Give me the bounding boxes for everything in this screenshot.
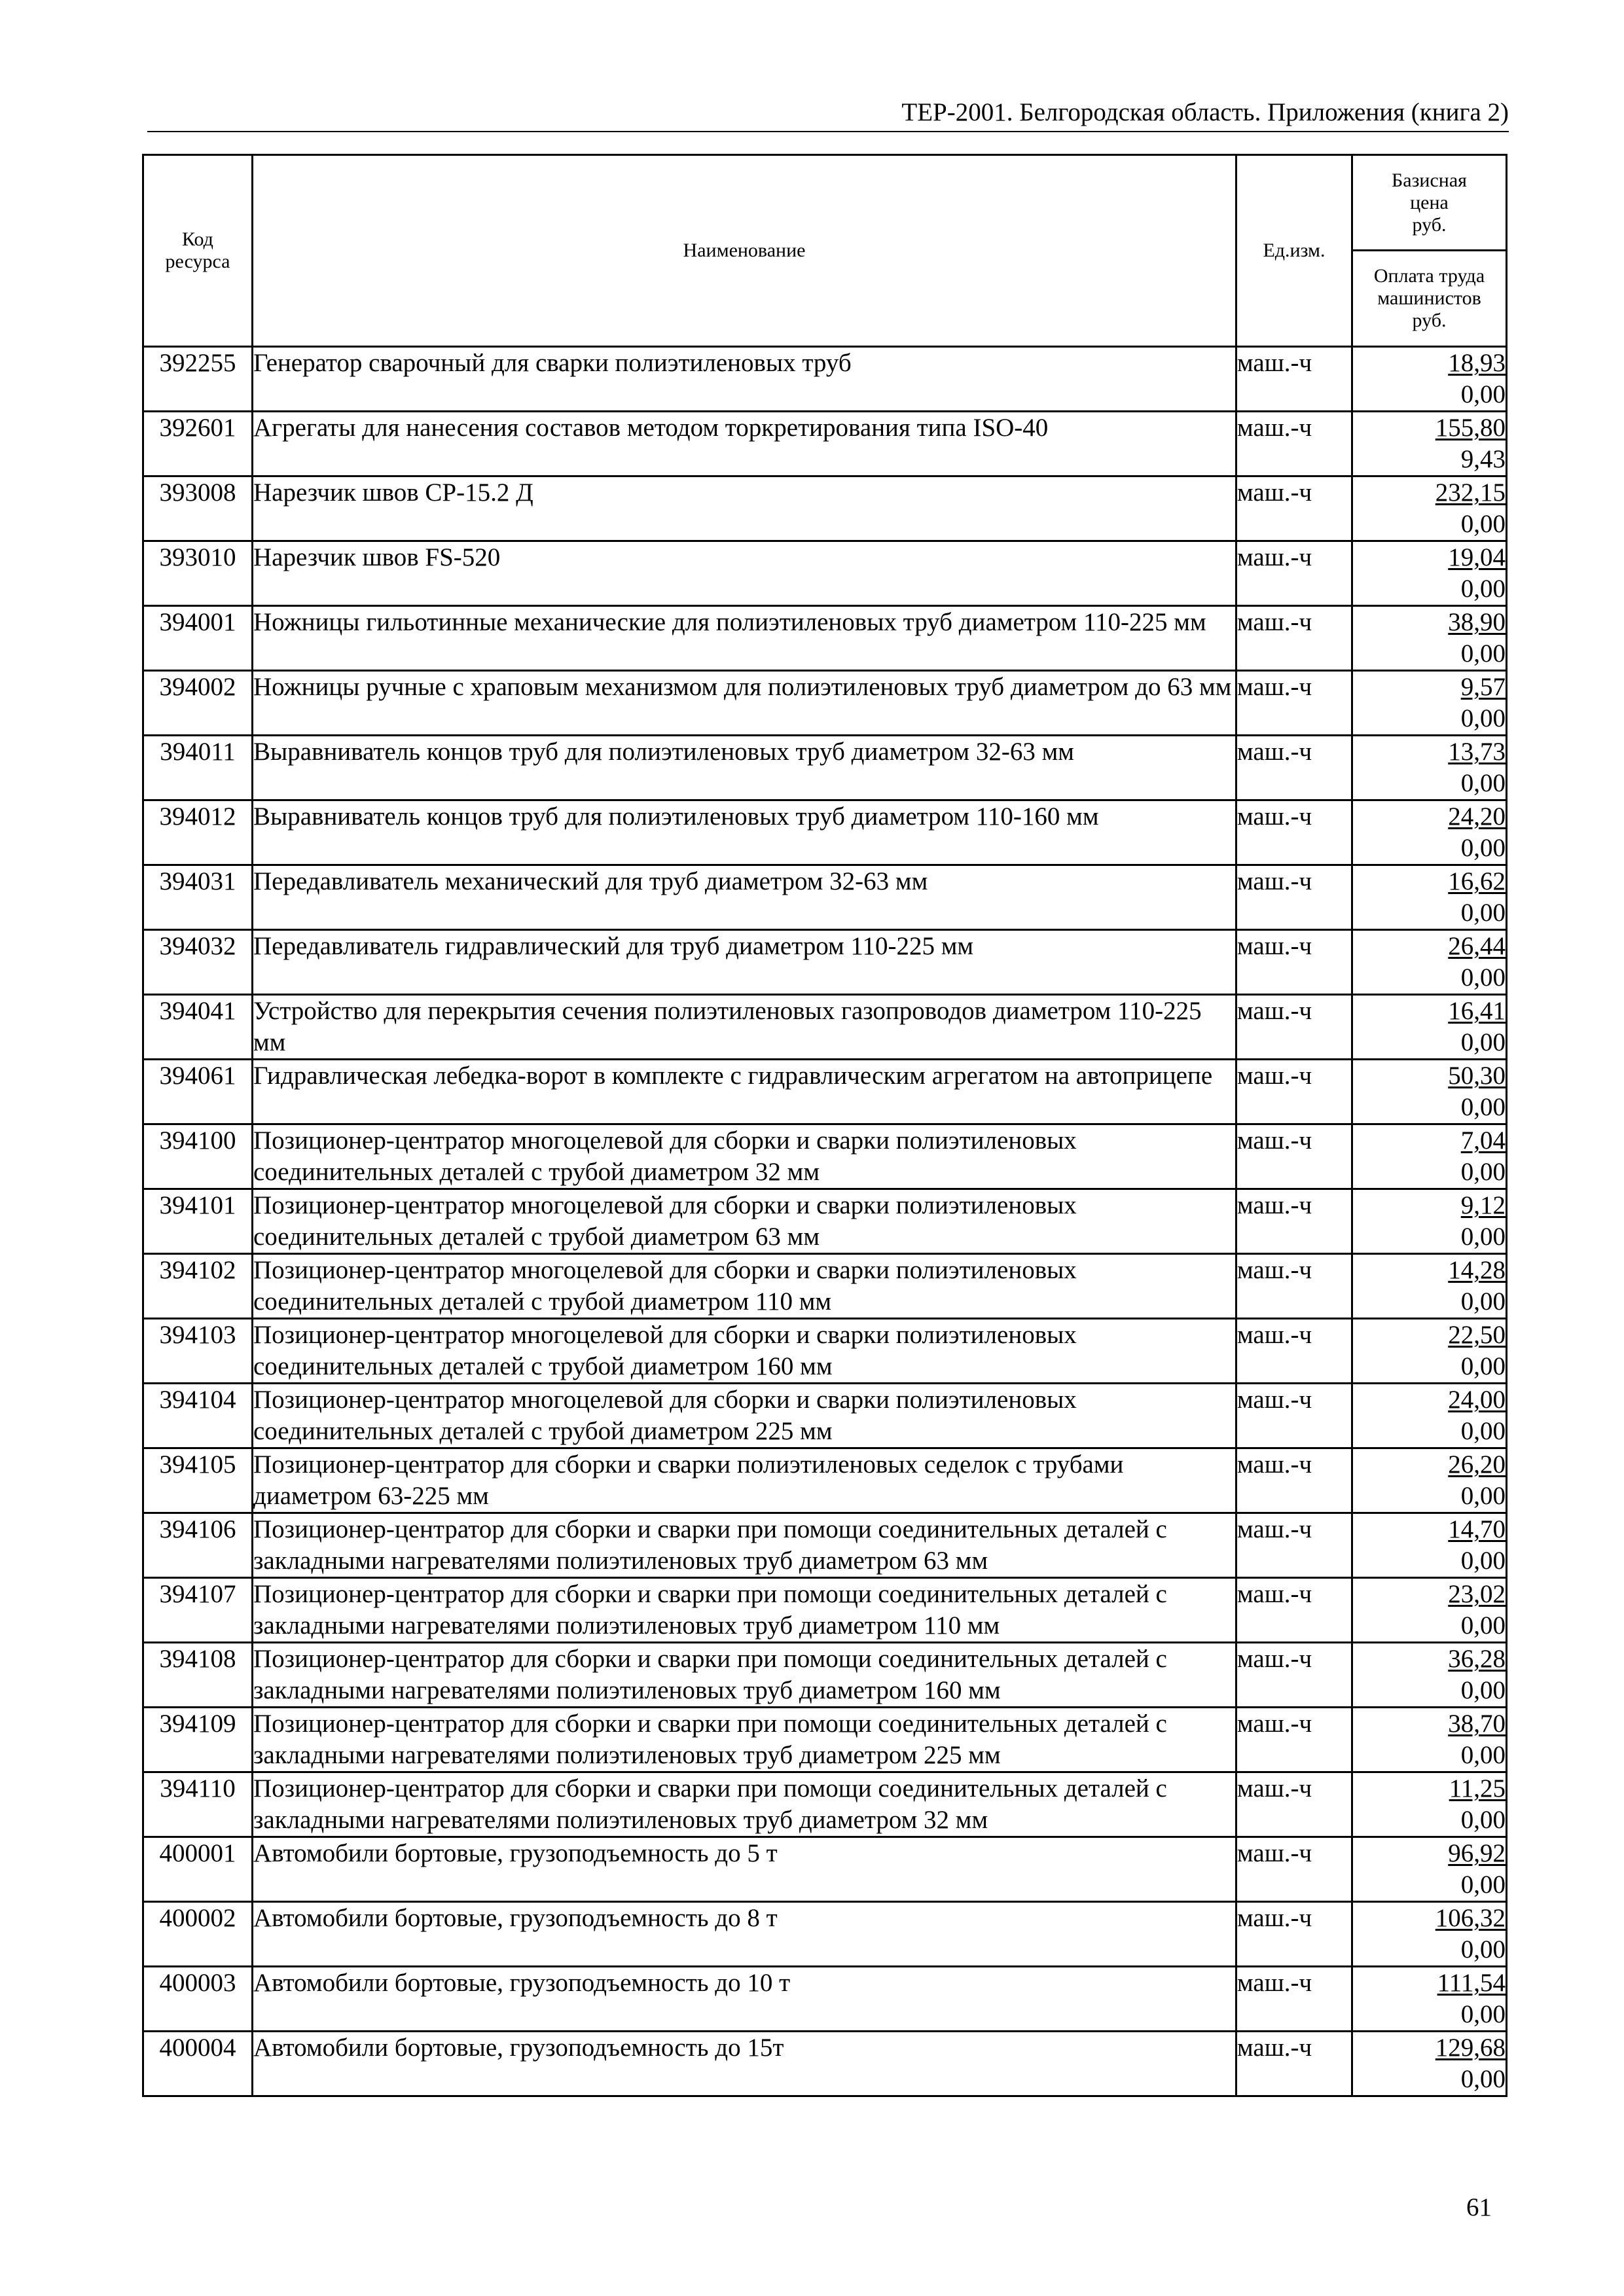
resource-name: Автомобили бортовые, грузоподъемность до 15т [253, 2032, 1236, 2096]
operator-wage: 0,00 [1460, 1871, 1506, 1899]
operator-wage: 0,00 [1460, 1611, 1506, 1640]
header-price: Базисная цена руб. [1352, 155, 1507, 251]
base-price: 22,50 [1448, 1321, 1506, 1349]
table-row [143, 1124, 1507, 1189]
table-row [143, 671, 1507, 736]
price-cell [1352, 1254, 1507, 1319]
resource-code: 394106 [143, 1513, 253, 1578]
resource-name: Позиционер-центратор многоцелевой для сборки и сварки полиэтиленовых соединительных деталей с трубой диаметром 160 мм [253, 1319, 1236, 1384]
operator-wage: 0,00 [1460, 899, 1506, 927]
price-cell [1352, 541, 1507, 606]
resource-code: 400002 [143, 1902, 253, 1967]
resource-unit: маш.-ч [1236, 1189, 1352, 1254]
resource-code: 394031 [143, 865, 253, 930]
operator-wage: 0,00 [1460, 834, 1506, 862]
resource-unit: маш.-ч [1236, 736, 1352, 800]
table-row [143, 476, 1507, 541]
resource-code: 394102 [143, 1254, 253, 1319]
table-row [143, 1643, 1507, 1708]
base-price: 13,73 [1448, 738, 1506, 766]
resource-unit: маш.-ч [1236, 1902, 1352, 1967]
resource-name: Позиционер-центратор для сборки и сварки при помощи соединительных деталей с закладными нагревателями полиэтиленовых труб диаметром 225 мм [253, 1708, 1236, 1772]
resource-table [142, 154, 1507, 2097]
price-cell [1352, 2032, 1507, 2096]
resource-name: Позиционер-центратор для сборки и сварки полиэтиленовых седелок с трубами диаметром 63-225 мм [253, 1448, 1236, 1513]
resource-name: Позиционер-центратор многоцелевой для сборки и сварки полиэтиленовых соединительных деталей с трубой диаметром 32 мм [253, 1124, 1236, 1189]
operator-wage: 0,00 [1460, 575, 1506, 603]
base-price: 9,12 [1460, 1191, 1506, 1219]
resource-code: 394002 [143, 671, 253, 736]
table-row [143, 736, 1507, 800]
page-number: 61 [1466, 2193, 1492, 2221]
resource-code: 394061 [143, 1060, 253, 1124]
resource-unit: маш.-ч [1236, 1124, 1352, 1189]
resource-unit: маш.-ч [1236, 2032, 1352, 2096]
resource-unit: маш.-ч [1236, 865, 1352, 930]
resource-unit: маш.-ч [1236, 1254, 1352, 1319]
resource-name: Автомобили бортовые, грузоподъемность до 10 т [253, 1967, 1236, 2032]
table-row [143, 1708, 1507, 1772]
resource-unit: маш.-ч [1236, 1837, 1352, 1902]
resource-name: Ножницы ручные с храповым механизмом для полиэтиленовых труб диаметром до 63 мм [253, 671, 1236, 736]
table-row [143, 1319, 1507, 1384]
table-row [143, 1060, 1507, 1124]
table-row [143, 1837, 1507, 1902]
base-price: 16,62 [1448, 867, 1506, 895]
table-row [143, 2032, 1507, 2096]
running-header [147, 98, 1509, 132]
base-price: 96,92 [1448, 1839, 1506, 1867]
base-price: 111,54 [1437, 1969, 1506, 1997]
price-cell [1352, 1708, 1507, 1772]
resource-unit: маш.-ч [1236, 412, 1352, 476]
header-name: Наименование [253, 155, 1236, 347]
resource-unit: маш.-ч [1236, 1319, 1352, 1384]
operator-wage: 0,00 [1460, 1806, 1506, 1834]
table-row [143, 1189, 1507, 1254]
price-cell [1352, 1448, 1507, 1513]
operator-wage: 0,00 [1460, 1352, 1506, 1380]
resource-name: Автомобили бортовые, грузоподъемность до 5 т [253, 1837, 1236, 1902]
resource-name: Позиционер-центратор для сборки и сварки при помощи соединительных деталей с закладными нагревателями полиэтиленовых труб диаметром 110 мм [253, 1578, 1236, 1643]
resource-unit: маш.-ч [1236, 541, 1352, 606]
operator-wage: 0,00 [1460, 1158, 1506, 1186]
resource-unit: маш.-ч [1236, 476, 1352, 541]
operator-wage: 0,00 [1460, 963, 1506, 992]
resource-code: 400004 [143, 2032, 253, 2096]
resource-name: Позиционер-центратор для сборки и сварки при помощи соединительных деталей с закладными нагревателями полиэтиленовых труб диаметром 32 мм [253, 1772, 1236, 1837]
price-cell [1352, 606, 1507, 671]
operator-wage: 0,00 [1460, 1547, 1506, 1575]
operator-wage: 0,00 [1460, 1287, 1506, 1316]
price-cell [1352, 995, 1507, 1060]
resource-name: Передавливатель механический для труб диаметром 32-63 мм [253, 865, 1236, 930]
price-cell [1352, 736, 1507, 800]
base-price: 129,68 [1435, 2034, 1506, 2062]
price-cell [1352, 1837, 1507, 1902]
resource-name: Устройство для перекрытия сечения полиэтиленовых газопроводов диаметром 110-225 мм [253, 995, 1236, 1060]
resource-code: 392601 [143, 412, 253, 476]
resource-name: Агрегаты для нанесения составов методом торкретирования типа ISO-40 [253, 412, 1236, 476]
resource-code: 394101 [143, 1189, 253, 1254]
resource-unit: маш.-ч [1236, 1578, 1352, 1643]
resource-unit: маш.-ч [1236, 995, 1352, 1060]
price-cell [1352, 865, 1507, 930]
resource-code: 394100 [143, 1124, 253, 1189]
price-cell [1352, 800, 1507, 865]
table-body [143, 347, 1507, 2096]
price-cell [1352, 1384, 1507, 1448]
resource-unit: маш.-ч [1236, 1643, 1352, 1708]
operator-wage: 0,00 [1460, 1223, 1506, 1251]
table-row [143, 1772, 1507, 1837]
resource-code: 392255 [143, 347, 253, 412]
operator-wage: 9,43 [1460, 445, 1506, 473]
header-title: ТЕР-2001. Белгородская область. Приложения (книга 2) [901, 98, 1509, 126]
header-unit: Ед.изм. [1236, 155, 1352, 347]
resource-unit: маш.-ч [1236, 606, 1352, 671]
operator-wage: 0,00 [1460, 769, 1506, 797]
resource-name: Позиционер-центратор многоцелевой для сборки и сварки полиэтиленовых соединительных деталей с трубой диаметром 63 мм [253, 1189, 1236, 1254]
resource-code: 394032 [143, 930, 253, 995]
price-cell [1352, 1513, 1507, 1578]
operator-wage: 0,00 [1460, 2000, 1506, 2028]
resource-name: Позиционер-центратор многоцелевой для сборки и сварки полиэтиленовых соединительных деталей с трубой диаметром 110 мм [253, 1254, 1236, 1319]
price-cell [1352, 1189, 1507, 1254]
resource-name: Автомобили бортовые, грузоподъемность до 8 т [253, 1902, 1236, 1967]
resource-name: Выравниватель концов труб для полиэтиленовых труб диаметром 32-63 мм [253, 736, 1236, 800]
table-row [143, 1254, 1507, 1319]
resource-code: 394105 [143, 1448, 253, 1513]
price-cell [1352, 930, 1507, 995]
price-cell [1352, 1772, 1507, 1837]
header-code: Код ресурса [143, 155, 253, 347]
price-cell [1352, 412, 1507, 476]
resource-code: 394108 [143, 1643, 253, 1708]
base-price: 26,20 [1448, 1450, 1506, 1479]
resource-unit: маш.-ч [1236, 1708, 1352, 1772]
operator-wage: 0,00 [1460, 704, 1506, 732]
resource-unit: маш.-ч [1236, 800, 1352, 865]
table-row [143, 541, 1507, 606]
operator-wage: 0,00 [1460, 1482, 1506, 1510]
resource-name: Нарезчик швов FS-520 [253, 541, 1236, 606]
price-cell [1352, 1643, 1507, 1708]
resource-code: 394001 [143, 606, 253, 671]
resource-unit: маш.-ч [1236, 1772, 1352, 1837]
table-row [143, 606, 1507, 671]
price-cell [1352, 1967, 1507, 2032]
operator-wage: 0,00 [1460, 2065, 1506, 2093]
operator-wage: 0,00 [1460, 1741, 1506, 1769]
operator-wage: 0,00 [1460, 1935, 1506, 1964]
resource-code: 394109 [143, 1708, 253, 1772]
table-row [143, 1384, 1507, 1448]
resource-unit: маш.-ч [1236, 1384, 1352, 1448]
resource-code: 393008 [143, 476, 253, 541]
resource-name: Нарезчик швов CP-15.2 Д [253, 476, 1236, 541]
operator-wage: 0,00 [1460, 1676, 1506, 1704]
base-price: 24,20 [1448, 802, 1506, 831]
price-cell [1352, 1578, 1507, 1643]
resource-code: 400001 [143, 1837, 253, 1902]
base-price: 232,15 [1435, 478, 1506, 507]
base-price: 23,02 [1448, 1580, 1506, 1608]
resource-unit: маш.-ч [1236, 671, 1352, 736]
base-price: 106,32 [1435, 1904, 1506, 1932]
base-price: 7,04 [1460, 1126, 1506, 1155]
table-row [143, 1578, 1507, 1643]
resource-code: 400003 [143, 1967, 253, 2032]
resource-code: 394107 [143, 1578, 253, 1643]
table-row [143, 347, 1507, 412]
resource-code: 393010 [143, 541, 253, 606]
base-price: 16,41 [1448, 997, 1506, 1025]
resource-code: 394012 [143, 800, 253, 865]
table-row [143, 1448, 1507, 1513]
resource-unit: маш.-ч [1236, 347, 1352, 412]
base-price: 11,25 [1449, 1774, 1506, 1803]
base-price: 24,00 [1448, 1386, 1506, 1414]
table-row [143, 1902, 1507, 1967]
resource-unit: маш.-ч [1236, 930, 1352, 995]
base-price: 26,44 [1448, 932, 1506, 960]
price-cell [1352, 1902, 1507, 1967]
base-price: 155,80 [1435, 414, 1506, 442]
table-row [143, 930, 1507, 995]
table-row [143, 1967, 1507, 2032]
resource-name: Позиционер-центратор для сборки и сварки при помощи соединительных деталей с закладными нагревателями полиэтиленовых труб диаметром 63 мм [253, 1513, 1236, 1578]
base-price: 36,28 [1448, 1645, 1506, 1673]
operator-wage: 0,00 [1460, 1417, 1506, 1445]
base-price: 18,93 [1448, 349, 1506, 377]
resource-unit: маш.-ч [1236, 1060, 1352, 1124]
base-price: 14,28 [1448, 1256, 1506, 1284]
resource-name: Гидравлическая лебедка-ворот в комплекте с гидравлическим агрегатом на автоприцепе [253, 1060, 1236, 1124]
table-row [143, 412, 1507, 476]
base-price: 19,04 [1448, 543, 1506, 571]
resource-unit: маш.-ч [1236, 1967, 1352, 2032]
resource-code: 394104 [143, 1384, 253, 1448]
resource-name: Позиционер-центратор для сборки и сварки при помощи соединительных деталей с закладными нагревателями полиэтиленовых труб диаметром 160 мм [253, 1643, 1236, 1708]
table-row [143, 1513, 1507, 1578]
base-price: 14,70 [1448, 1515, 1506, 1543]
price-cell [1352, 1319, 1507, 1384]
operator-wage: 0,00 [1460, 510, 1506, 538]
price-cell [1352, 476, 1507, 541]
resource-unit: маш.-ч [1236, 1448, 1352, 1513]
price-cell [1352, 347, 1507, 412]
operator-wage: 0,00 [1460, 1093, 1506, 1121]
resource-name: Ножницы гильотинные механические для полиэтиленовых труб диаметром 110-225 мм [253, 606, 1236, 671]
base-price: 38,70 [1448, 1710, 1506, 1738]
resource-name: Выравниватель концов труб для полиэтиленовых труб диаметром 110-160 мм [253, 800, 1236, 865]
table-row [143, 865, 1507, 930]
base-price: 9,57 [1460, 673, 1506, 701]
operator-wage: 0,00 [1460, 1028, 1506, 1056]
price-cell [1352, 1060, 1507, 1124]
resource-unit: маш.-ч [1236, 1513, 1352, 1578]
resource-code: 394103 [143, 1319, 253, 1384]
resource-code: 394110 [143, 1772, 253, 1837]
table-row [143, 995, 1507, 1060]
base-price: 38,90 [1448, 608, 1506, 636]
table-row [143, 800, 1507, 865]
resource-name: Передавливатель гидравлический для труб диаметром 110-225 мм [253, 930, 1236, 995]
resource-code: 394041 [143, 995, 253, 1060]
operator-wage: 0,00 [1460, 639, 1506, 668]
price-cell [1352, 671, 1507, 736]
resource-name: Генератор сварочный для сварки полиэтиленовых труб [253, 347, 1236, 412]
operator-wage: 0,00 [1460, 380, 1506, 408]
price-cell [1352, 1124, 1507, 1189]
resource-code: 394011 [143, 736, 253, 800]
resource-name: Позиционер-центратор многоцелевой для сборки и сварки полиэтиленовых соединительных деталей с трубой диаметром 225 мм [253, 1384, 1236, 1448]
header-wage: Оплата труда машинистов руб. [1352, 251, 1507, 347]
base-price: 50,30 [1448, 1062, 1506, 1090]
